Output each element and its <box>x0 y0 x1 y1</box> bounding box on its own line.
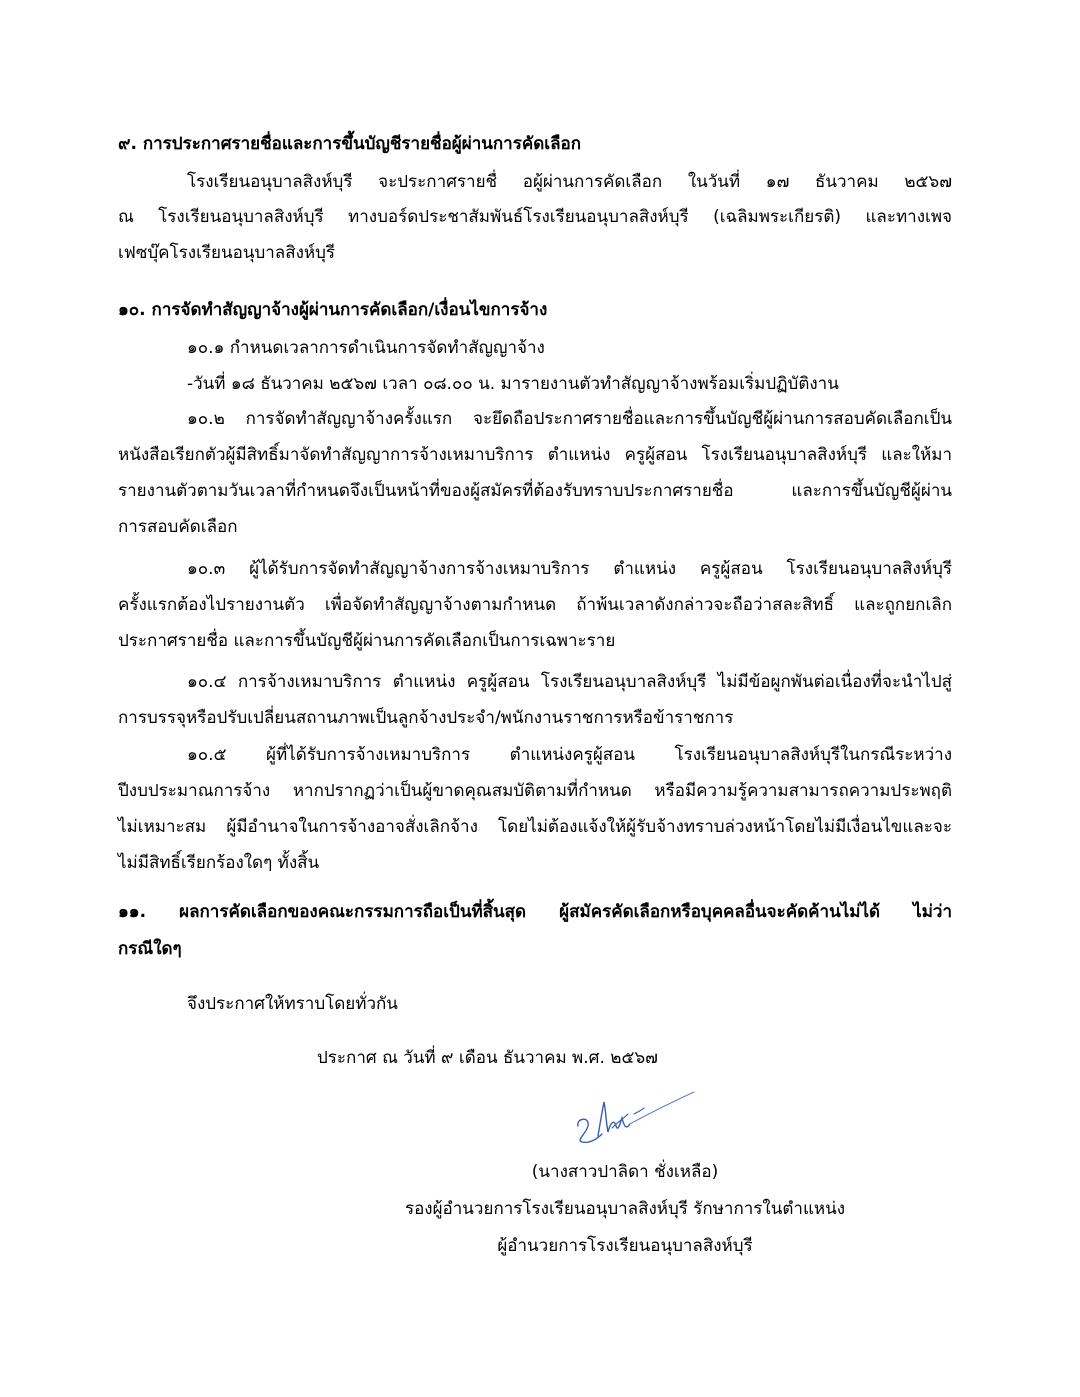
section-10-3-line-1: ๑๐.๓ ผู้ได้รับการจัดทำสัญญาจ้างการจ้างเหมาบริการ ตำแหน่ง ครูผู้สอน โรงเรียนอนุบาลสิงห์บุรี <box>187 559 952 579</box>
signatory-position-2: ผู้อำนวยการโรงเรียนอนุบาลสิงห์บุรี <box>497 1236 753 1256</box>
section-10-5-line-2: ปีงบประมาณการจ้าง หากปรากฏว่าเป็นผู้ขาดคุณสมบัติตามที่กำหนด หรือมีความรู้ความสามารถความประพฤติ <box>118 781 952 801</box>
announce-date: ประกาศ ณ วันที่ ๙ เดือน ธันวาคม พ.ศ. ๒๕๖๗ <box>317 1048 658 1068</box>
section-10-4-line-2: การบรรจุหรือปรับเปลี่ยนสถานภาพเป็นลูกจ้างประจำ/พนักงานราชการหรือข้าราชการ <box>118 708 734 728</box>
announce-text: จึงประกาศให้ทราบโดยทั่วกัน <box>187 994 398 1014</box>
section-10-2-line-1: ๑๐.๒ การจัดทำสัญญาจ้างครั้งแรก จะยึดถือประกาศรายชื่อและการขึ้นบัญชีผู้ผ่านการสอบคัดเลือกเป็น <box>187 409 952 429</box>
signature-image <box>568 1088 698 1148</box>
section-10-2-line-4: การสอบคัดเลือก <box>118 517 238 537</box>
section-9-line-1: โรงเรียนอนุบาลสิงห์บุรี จะประกาศรายชื่ อผู้ผ่านการคัดเลือก ในวันที่ ๑๗ ธันวาคม ๒๕๖๗ <box>187 172 952 192</box>
signatory-position-1: รองผู้อำนวยการโรงเรียนอนุบาลสิงห์บุรี รักษาการในตำแหน่ง <box>404 1199 846 1219</box>
section-10-5-line-3: ไม่เหมาะสม ผู้มีอำนาจในการจ้างอาจสั่งเลิกจ้าง โดยไม่ต้องแจ้งให้ผู้รับจ้างทราบล่วงหน้าโดยไม่มีเงื่อนไขและจะ <box>118 817 952 837</box>
section-9-line-2: ณ โรงเรียนอนุบาลสิงห์บุรี ทางบอร์ดประชาสัมพันธ์โรงเรียนอนุบาลสิงห์บุรี (เฉลิมพระเกียรติ) และทางเพจ <box>118 207 952 227</box>
section-10-1-line: ๑๐.๑ กำหนดเวลาการดำเนินการจัดทำสัญญาจ้าง <box>187 338 545 358</box>
section-11-line-2: กรณีใดๆ <box>118 939 182 959</box>
section-10-2-line-2: หนังสือเรียกตัวผู้มีสิทธิ์มาจัดทำสัญญาการจ้างเหมาบริการ ตำแหน่ง ครูผู้สอน โรงเรียนอนุบาลสิงห์บุรี และให้มา <box>118 445 952 465</box>
section-10-5-line-4: ไม่มีสิทธิ์เรียกร้องใดๆ ทั้งสิ้น <box>118 853 320 873</box>
section-10-3-line-3: ประกาศรายชื่อ และการขึ้นบัญชีผู้ผ่านการคัดเลือกเป็นการเฉพาะราย <box>118 631 616 651</box>
section-11-line-1: ๑๑. ผลการคัดเลือกของคณะกรรมการถือเป็นที่สิ้นสุด ผู้สมัครคัดเลือกหรือบุคคลอื่นจะคัดค้านไม่ได้ ไม่ว่า <box>118 902 952 922</box>
section-10-heading: ๑๐. การจัดทำสัญญาจ้างผู้ผ่านการคัดเลือก/เงื่อนไขการจ้าง <box>118 300 548 320</box>
section-10-2-line-3: รายงานตัวตามวันเวลาที่กำหนดจึงเป็นหน้าที่ของผู้สมัครที่ต้องรับทราบประกาศรายชื่อ และการขึ้นบัญชีผู้ผ่าน <box>118 481 952 501</box>
section-10-3-line-2: ครั้งแรกต้องไปรายงานตัว เพื่อจัดทำสัญญาจ้างตามกำหนด ถ้าพ้นเวลาดังกล่าวจะถือว่าสละสิทธิ์ และถูกยกเลิก <box>118 595 952 615</box>
section-9-line-3: เฟซบุ๊คโรงเรียนอนุบาลสิงห์บุรี <box>118 243 336 263</box>
section-10-5-line-1: ๑๐.๕ ผู้ที่ได้รับการจ้างเหมาบริการ ตำแหน่งครูผู้สอน โรงเรียนอนุบาลสิงห์บุรีในกรณีระหว่าง <box>187 745 952 765</box>
section-10-1-detail: -วันที่ ๑๘ ธันวาคม ๒๕๖๗ เวลา ๐๘.๐๐ น. มารายงานตัวทำสัญญาจ้างพร้อมเริ่มปฏิบัติงาน <box>187 374 839 394</box>
signatory-name: (นางสาวปาลิดา ชั่งเหลือ) <box>531 1162 719 1182</box>
section-9-heading: ๙. การประกาศรายชื่อและการขึ้นบัญชีรายชื่อผู้ผ่านการคัดเลือก <box>118 134 581 154</box>
section-10-4-line-1: ๑๐.๔ การจ้างเหมาบริการ ตำแหน่ง ครูผู้สอน โรงเรียนอนุบาลสิงห์บุรี ไม่มีข้อผูกพันต่อเนื่องที่จะนำไปสู่ <box>187 672 952 692</box>
